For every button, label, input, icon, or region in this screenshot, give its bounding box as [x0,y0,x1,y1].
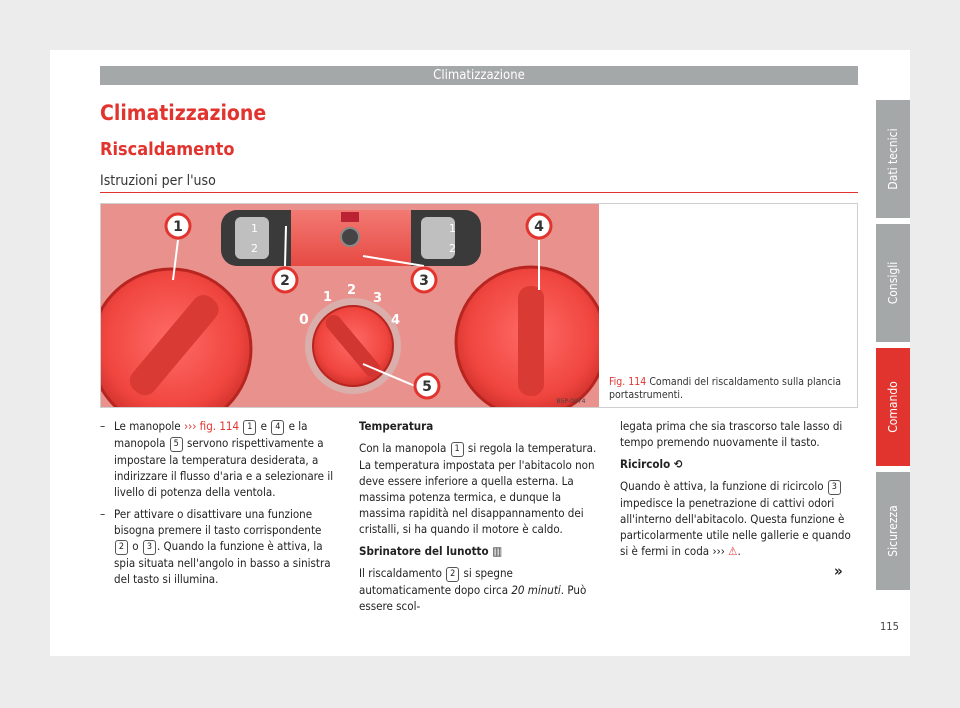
fan-speed-0: 0 [299,312,309,328]
fan-speed-4: 4 [391,313,401,328]
continue-mark: » [834,562,843,580]
tab-consigli[interactable]: Consigli [876,224,910,342]
callout-5: 5 [422,379,432,395]
ref-number: 3 [143,540,156,555]
figure-114 [100,203,858,408]
subsection-title: Istruzioni per l'uso [100,173,216,189]
warning-icon: ⚠ [728,544,738,558]
recirculation-text: Quando è attiva, la funzione di ricircolo 3 impedisce la penetrazione di cattivi odori all'interno dell'abitacolo. Questa funzione è particolarmente utile nelle gallerie e quando si è fermi in coda ››› ⚠. [620,479,851,558]
figure-ref-code: B5P-0974 [556,398,586,405]
ref-number: 2 [115,540,128,555]
running-header: Climatizzazione [100,66,858,85]
temperature-heading: Temperatura [359,419,434,433]
seat-left-num1: 1 [251,222,258,235]
ref-number: 2 [446,567,459,582]
figure-caption [609,376,853,402]
ref-number: 1 [451,442,464,457]
text-column-1 [100,418,338,593]
defrost-heading: Sbrinatore del lunotto ▥ [359,544,502,558]
ref-number: 1 [243,420,256,435]
ref-number: 3 [828,480,841,495]
heading-rule [100,192,858,193]
callout-2: 2 [280,273,290,289]
rear-defrost-icon: ▥ [492,544,502,558]
callout-1: 1 [173,219,183,235]
tab-comando[interactable]: Comando [876,348,910,466]
page-number: 115 [880,620,899,633]
fan-speed-2: 2 [347,283,357,298]
recirculation-heading: Ricircolo ⟲ [620,457,683,471]
section-title: Riscaldamento [100,139,235,160]
list-item: – Per attivare o disattivare una funzione bisogna premere il tasto corrispondente 2 o 3 . Quando la funzione è attiva, la spia situata nell'angolo in basso a sinistra del tasto si illumina. [100,507,331,586]
warning-link[interactable]: ››› [712,544,725,558]
ref-number: 5 [170,437,183,452]
heater-controls-photo [101,204,599,407]
callout-3: 3 [419,273,429,289]
seat-right-num1: 1 [449,222,456,235]
caption-text: Comandi del riscaldamento sulla plancia portastrumenti. [609,376,842,401]
seat-left-num2: 2 [251,242,258,255]
recirculation-icon: ⟲ [673,457,683,471]
tab-dati-tecnici[interactable]: Dati tecnici [876,100,910,218]
fan-speed-1: 1 [323,290,333,305]
ref-number: 4 [271,420,284,435]
temperature-text: Con la manopola 1 si regola la temperatura. La temperatura impostata per l'abitacolo non deve essere inferiore a quella esterna. La massima potenza termica, e dunque la massima rapidità nel disappannamento dei cristalli, si ha quando il motore è caldo. [359,441,597,536]
text-column-3 [620,418,852,565]
text-column-2 [359,418,599,620]
callout-4: 4 [534,219,544,235]
list-item: – Le manopole ››› fig. 114 1 e 4 e la manopola 5 servono rispettivamente a impostare la temperatura desiderata, a indirizzare il flusso d'aria e a selezionare il livello di potenza della ventola. [100,419,334,499]
defrost-text: Il riscaldamento 2 si spegne automaticamente dopo circa 20 minuti. Può essere scol- [359,566,587,613]
fan-speed-3: 3 [373,291,383,306]
chapter-title: Climatizzazione [100,101,267,125]
figure-link[interactable]: ››› fig. 114 [183,419,240,433]
seat-right-num2: 2 [449,242,456,255]
tab-sicurezza[interactable]: Sicurezza [876,472,910,590]
defrost-text-cont: legata prima che sia trascorso tale lasso di tempo premendo nuovamente il tasto. [620,419,843,449]
caption-label: Fig. 114 [609,376,647,388]
